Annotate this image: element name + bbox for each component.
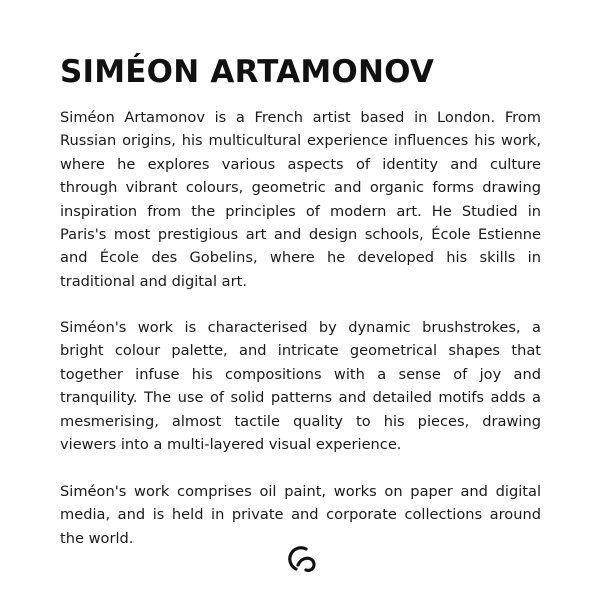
bio-paragraph-origins: Siméon Artamonov is a French artist based in London. From Russian origins, his multicultural experience influences his work, where he explores various aspects of identity and culture through vibrant colours, geometric and organic forms drawing inspiration from the principles of modern art. He Studied in Paris's most prestigious art and design schools, École Estienne and École des Gobelins, where he developed his skills in traditional and digital art. (60, 109, 541, 290)
swirl-logo-icon-svg (282, 540, 318, 576)
bio-paragraph-style: Siméon's work is characterised by dynamic brushstrokes, a bright colour palette, and intricate geometrical shapes that together infuse his compositions with a sense of joy and tranquility. The use of solid patterns and detailed motifs adds a mesmerising, almost tactile quality to his pieces, drawing viewers into a multi-layered visual experience. (60, 319, 541, 454)
bio-paragraph-collections: Siméon's work comprises oil paint, works on paper and digital media, and is held in private and corporate collections around the world. (60, 483, 541, 547)
swirl-logo-icon (282, 540, 318, 576)
page-title: SIMÉON ARTAMONOV (60, 54, 435, 90)
